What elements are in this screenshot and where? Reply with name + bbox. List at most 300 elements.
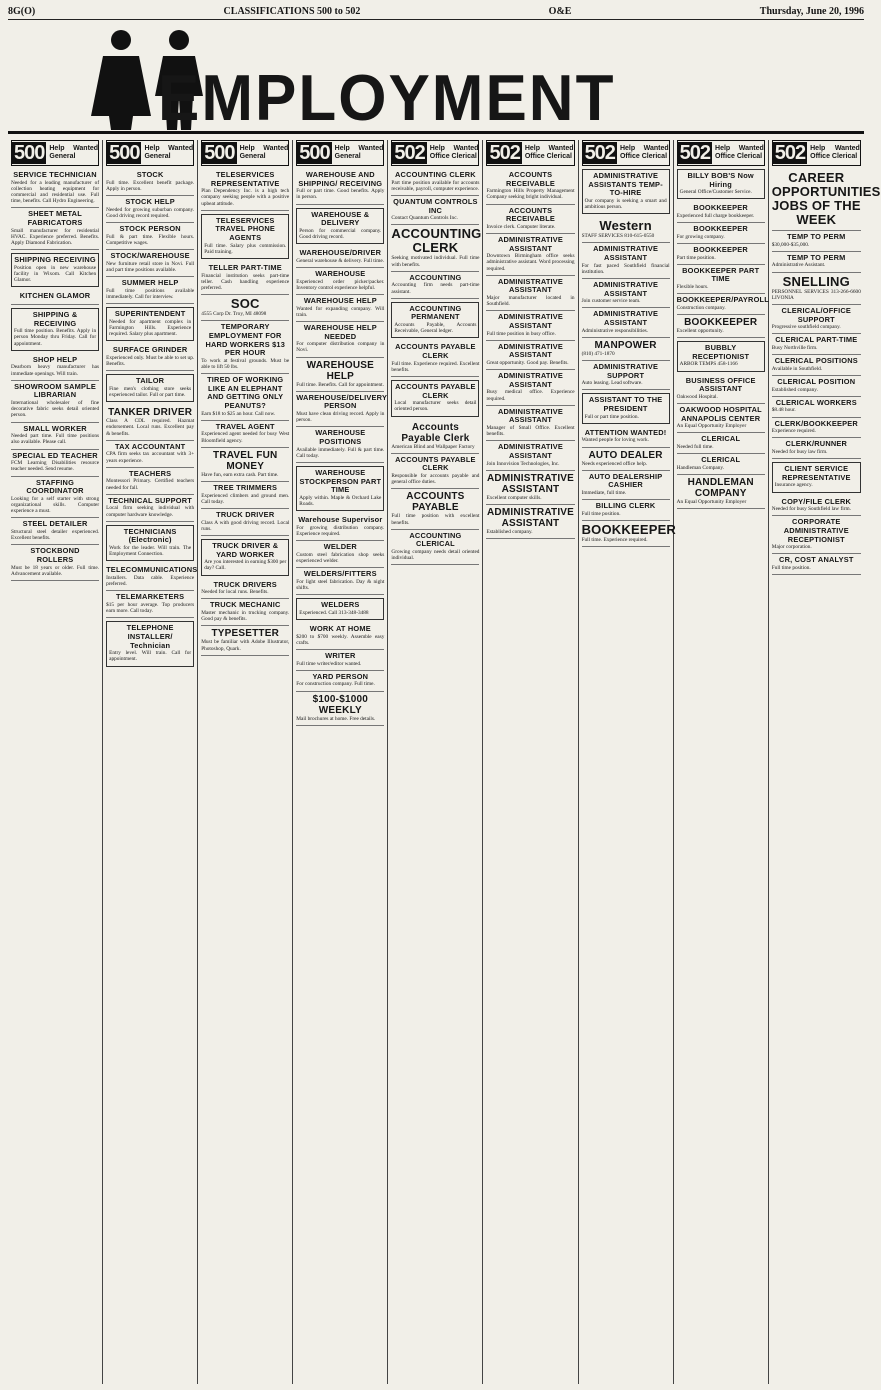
classified-column	[8, 140, 103, 1384]
ad-body: Experienced. Call 313-348-3488	[299, 609, 369, 616]
section-header	[201, 140, 289, 166]
ad-title: TAILOR	[136, 376, 165, 386]
ad-title: WAREHOUSE/DELIVERY PERSON	[296, 392, 388, 411]
ad-body: Person for commercial company. Good driving record.	[299, 227, 382, 240]
ad-body: For fast paced Southfield financial institution.	[581, 262, 670, 275]
ad-title: WELDERS/FITTERS	[303, 569, 377, 579]
ad-title: ADMINISTRATIVE ASSISTANT	[497, 406, 564, 425]
ad-body: For construction company. Full time.	[296, 681, 375, 688]
classified-ad	[582, 279, 670, 308]
classified-ad	[201, 321, 289, 374]
ad-title: CLERICAL/OFFICE SUPPORT	[781, 306, 852, 324]
classified-ad	[582, 393, 670, 423]
classified-ad	[11, 208, 99, 250]
classified-ad	[11, 354, 99, 381]
ad-title: TAX ACCOUNTANT	[114, 441, 186, 451]
classified-ad	[677, 223, 765, 244]
classified-ad	[296, 427, 384, 463]
ad-body: Busy Northville firm.	[771, 344, 818, 351]
classified-ad	[772, 516, 861, 554]
ad-title: YARD PERSON	[312, 671, 369, 681]
ad-body: Major corporation.	[771, 544, 812, 551]
ad-title: TELLER PART-TIME	[208, 262, 282, 272]
classified-ad	[296, 392, 388, 428]
ad-title: SHIPPING & RECEIVING	[32, 310, 78, 328]
ad-body: Excellent opportunity.	[676, 327, 724, 334]
ad-title: CLERICAL	[701, 434, 741, 444]
ad-body: Experienced climbers and ground men. Call today.	[201, 492, 290, 505]
section-header	[391, 140, 479, 166]
classified-ad	[676, 294, 769, 315]
classified-ad	[772, 305, 861, 334]
classified-column	[198, 140, 293, 1384]
section-label: Help Wanted General	[239, 145, 289, 160]
ad-title: TIRED OF WORKING LIKE AN ELEPHANT AND GETTING ONLY PEANUTS?	[207, 375, 284, 410]
classified-ad	[201, 509, 289, 536]
classified-ad	[677, 375, 765, 404]
ad-body: Apply within. Maple & Orchard Lake Roads.	[299, 494, 382, 507]
ad-title: SURFACE GRINDER	[112, 345, 188, 355]
ad-title: WAREHOUSE POSITIONS	[315, 428, 366, 446]
ad-title: ADMINISTRATIVE SUPPORT	[593, 361, 659, 380]
ad-body: Entry level. Will train. Call for appointment.	[109, 650, 192, 663]
ad-body: Join customer service team.	[581, 298, 641, 305]
classified-ad	[582, 448, 670, 471]
classified-ad	[486, 505, 574, 539]
ad-title: ADMINISTRATIVE ASSISTANT	[497, 276, 564, 295]
ad-title: TRUCK DRIVERS	[213, 579, 277, 589]
ad-title: ACCOUNTING CLERICAL	[409, 530, 462, 549]
classified-ad	[11, 169, 99, 208]
classified-ad	[296, 598, 384, 620]
paper-name: O&E	[548, 6, 572, 17]
ad-body: Class A with good driving record. Local runs.	[201, 519, 290, 532]
classified-ad	[106, 495, 194, 522]
classified-ad	[486, 370, 574, 406]
classified-ad	[772, 376, 861, 397]
ad-body: Part time position available for accounts receivable, payroll, computer experience.	[391, 179, 480, 192]
section-header	[106, 140, 194, 166]
ad-title: TEACHERS	[129, 468, 172, 478]
ad-title: SHOP HELP	[32, 354, 78, 364]
ad-title: TECHNICIANS (Electronic)	[123, 526, 177, 545]
section-number: 502	[679, 142, 711, 164]
ad-body: Seeking motivated individual. Full time with benefits.	[391, 255, 480, 268]
classified-column	[579, 140, 677, 1384]
ad-body: Must be familiar with Adobe Illustrator, Photoshop, Quark.	[201, 639, 290, 652]
ad-title: BOOKKEEPER	[693, 203, 748, 213]
ad-body: Full time. Salary plus commission. Paid training.	[204, 242, 287, 255]
ad-body: Needed part time. Full time positions also available. Please call.	[11, 433, 100, 446]
ad-body: Experienced order picker/packer. Inventory control experience helpful.	[296, 278, 385, 291]
banner-title: EMPLOYMENT	[158, 62, 616, 135]
classified-ad	[106, 169, 194, 196]
ad-body: Full or part time. Good benefits. Apply in person.	[296, 188, 385, 201]
classified-ad	[106, 307, 194, 341]
ad-body: Experience required.	[771, 428, 816, 435]
ad-title: SUMMER HELP	[121, 278, 179, 287]
ad-body: Accounts Payable, Accounts Receivable, General ledger.	[394, 321, 477, 335]
ad-body: Manager of Small Office. Excellent benefits.	[486, 424, 575, 438]
ad-body: Our company is seeking a smart and ambitious person.	[584, 197, 667, 210]
classified-ad	[11, 308, 99, 351]
ad-body: Needed for busy law firm.	[771, 448, 828, 455]
ad-title: STOCK/WAREHOUSE	[110, 251, 190, 260]
ad-title: SNELLING	[782, 273, 850, 289]
section-label: Help Wanted General	[144, 145, 194, 160]
ad-title: TELECOMMUNICATIONS	[106, 565, 198, 575]
ad-body: CPA firm seeks tax accountant with 3+ years experience.	[106, 451, 195, 464]
ad-title: CAREER OPPORTUNITIES JOBS OF THE WEEK	[771, 170, 881, 227]
ad-body: Insurance agency.	[774, 482, 813, 489]
ad-body: International wholesaler of fine decorative fabric seeks detail oriented person.	[11, 399, 100, 419]
ad-body: Excellent computer skills.	[486, 494, 542, 501]
ad-body: PERSONNEL SERVICES 313-266-6600 LIVONIA	[771, 288, 861, 301]
classified-ad	[677, 202, 765, 223]
classified-ad	[11, 518, 99, 545]
classified-ad	[201, 295, 289, 321]
ad-title: SPECIAL ED TEACHER	[12, 450, 98, 460]
ad-title: TRAVEL AGENT	[215, 421, 275, 431]
section-header	[296, 140, 384, 166]
ad-body: Needed for growing suburban company. Good driving record required.	[106, 206, 195, 219]
ad-title: CLERICAL POSITIONS	[774, 356, 858, 366]
ad-body: Responsible for accounts payable and general office duties.	[391, 472, 480, 486]
classified-ad	[772, 334, 861, 355]
classified-ad	[582, 338, 670, 361]
classified-ad	[582, 427, 670, 448]
classified-ad	[106, 591, 194, 618]
ad-body: Needed for busy Southfield law firm.	[771, 506, 851, 513]
ad-body: Growing company needs detail oriented individual.	[391, 548, 480, 562]
ad-title: ADMINISTRATIVE ASSISTANT	[486, 506, 575, 529]
section-header	[11, 140, 99, 166]
ad-body: Invoice clerk. Computer literate.	[486, 223, 556, 230]
ad-body: Small manufacturer for residential HVAC. Experience preferred. Benefits. Apply Diamond Fabrication.	[11, 227, 100, 246]
ad-body: General warehouse & delivery. Full time.	[296, 257, 385, 264]
ad-body: Experienced agent needed for busy West Bloomfield agency.	[201, 431, 290, 444]
ad-body: An Equal Opportunity Employer	[676, 423, 747, 430]
ad-body: Administrative responsibilities.	[581, 327, 649, 334]
classified-ad	[296, 671, 384, 692]
classified-ad	[106, 441, 194, 468]
ad-body: Needed for a leading manufacturer of collection heating equipment for commercial and residential use. Full time, benefits. Call Hydro Engineering.	[11, 179, 100, 205]
ad-body: Financial institution seeks part-time teller. Cash handling experience preferred.	[201, 272, 290, 291]
issue-date: Thursday, June 20, 1996	[759, 6, 864, 17]
ad-body: Downtown Birmingham office seeks administrative assistant. Word processing required.	[486, 253, 575, 272]
classified-ad	[391, 225, 482, 271]
section-number: 500	[204, 142, 235, 164]
ad-title: CLERICAL PART-TIME	[775, 335, 858, 345]
ad-body: STAFF SERVICES 810-615-0550	[581, 233, 655, 240]
ad-body: Full time. Experience required.	[581, 536, 648, 543]
ad-body: Construction company.	[676, 304, 726, 311]
ad-title: ADMINISTRATIVE ASSISTANT	[593, 279, 659, 298]
ad-body: Busy medical office. Experience required.	[486, 389, 575, 402]
ad-body: General Office/Customer Service.	[679, 189, 752, 196]
ad-title: BOOKKEEPER	[581, 521, 677, 537]
classified-ad	[106, 250, 194, 277]
ad-body: FCM Learning Disabilities resource teacher needed. Send resume.	[11, 460, 100, 473]
ad-title: CR, COST ANALYST	[779, 555, 854, 565]
classified-column	[483, 140, 578, 1384]
section-header	[582, 140, 670, 166]
ad-title: STOCK HELP	[125, 197, 175, 206]
classified-column	[674, 140, 769, 1384]
ad-title: TEMP TO PERM	[787, 252, 846, 262]
classified-ad	[106, 564, 198, 591]
ad-title: OAKWOOD HOSPITAL ANNAPOLIS CENTER	[679, 404, 762, 423]
classified-ad	[486, 441, 574, 470]
classified-ad	[106, 621, 194, 666]
classified-ad	[677, 244, 765, 265]
ad-title: QUANTUM CONTROLS INC	[393, 197, 478, 215]
ad-title: BOOKKEEPER	[693, 244, 748, 254]
classified-ad	[11, 450, 99, 477]
ad-body: For computer distribution company in Novi.	[296, 341, 385, 354]
ad-body: Established company.	[486, 528, 533, 535]
ad-body: American Blind and Wallpaper Factory	[391, 443, 475, 450]
ad-title: AUTO DEALERSHIP CASHIER	[588, 471, 663, 490]
ad-title: ACCOUNTS PAYABLE CLERK	[395, 342, 476, 360]
ad-title: ATTENTION WANTED!	[584, 427, 667, 437]
ad-body: Oakwood Hospital.	[676, 393, 718, 400]
ad-title: AUTO DEALER	[588, 449, 663, 461]
classified-ad	[677, 265, 765, 294]
ad-body: Full time position.	[581, 510, 621, 517]
ad-body: To work at festival grounds. Must be able to lift 50 lbs.	[201, 357, 290, 370]
ad-body: Full time writer/editor wanted.	[296, 660, 362, 667]
ad-body: For light steel fabrication. Day & night shifts.	[296, 578, 385, 591]
classified-ad	[11, 423, 99, 450]
ad-title: $100-$1000 WEEKLY	[312, 693, 369, 716]
ad-title: SOC	[230, 296, 260, 312]
classified-ad	[486, 406, 574, 442]
classified-ad	[296, 623, 384, 650]
classified-ad	[296, 568, 384, 595]
classified-columns	[8, 140, 881, 1384]
ad-title: ACCOUNTING CLERK	[391, 226, 482, 256]
classified-ad	[201, 421, 289, 448]
ad-title: BOOKKEEPER	[693, 224, 748, 234]
ad-body: Farmington Hills Property Management Company seeking bright individual.	[486, 188, 575, 201]
employment-banner	[8, 22, 864, 134]
classified-ad	[391, 196, 479, 225]
ad-body: Full time. Excellent benefit package. Apply in person.	[106, 179, 195, 192]
ad-title: Western	[599, 218, 652, 234]
classified-ad	[486, 471, 574, 505]
ad-body: Have fun, earn extra cash. Part time.	[201, 471, 279, 478]
ad-title: WRITER	[325, 650, 356, 660]
ad-title: ADMINISTRATIVE ASSISTANT	[486, 472, 575, 495]
classified-ad	[296, 650, 384, 671]
ad-title: BOOKKEEPER/PAYROLL	[676, 295, 769, 305]
classified-ad	[677, 404, 765, 433]
ad-title: BUSINESS OFFICE ASSISTANT	[685, 375, 756, 394]
classified-ad	[772, 397, 861, 418]
classified-ad	[106, 196, 194, 223]
classified-ad	[391, 341, 479, 377]
classified-ad	[201, 599, 289, 626]
ad-body: For growing distribution company. Experience required.	[296, 524, 385, 537]
classified-ad	[771, 169, 881, 231]
classified-ad	[11, 545, 99, 581]
ad-title: WAREHOUSE AND SHIPPING/ RECEIVING	[298, 170, 383, 188]
ad-body: For growing company.	[676, 233, 725, 240]
ad-body: Available in Southfield.	[771, 365, 823, 372]
classified-ad	[486, 234, 574, 276]
ad-body: Master mechanic in trucking company. Good pay & benefits.	[201, 609, 290, 623]
classified-column	[769, 140, 881, 1384]
section-label: Help Wanted Office Clerical	[619, 145, 669, 160]
ad-title: ADMINISTRATIVE ASSISTANT	[593, 244, 659, 262]
classified-ad	[677, 475, 765, 509]
ad-title: ACCOUNTS RECEIVABLE	[505, 170, 556, 188]
classified-ad	[772, 462, 861, 492]
ad-title: STOCKBOND ROLLERS	[30, 546, 80, 564]
classified-ad	[772, 355, 861, 376]
classified-ad	[677, 454, 765, 475]
ad-title: BILLY BOB'S Now Hiring	[687, 171, 754, 189]
classified-ad	[201, 262, 289, 295]
classified-ad	[296, 692, 384, 726]
ad-body: Progressive southfield company.	[771, 324, 841, 331]
classified-column	[103, 140, 198, 1384]
ad-body: Class A CDL required. Hazmat endorsement. Local runs. Excellent pay & benefits.	[106, 418, 195, 437]
classified-ad	[391, 454, 479, 490]
classified-ad	[11, 253, 99, 287]
ad-title: ACCOUNTING	[409, 272, 462, 282]
ad-title: HANDLEMAN COMPANY	[687, 476, 754, 499]
ad-title: WAREHOUSE STOCKPERSON PART TIME	[299, 467, 382, 495]
ad-body: Local firm seeking individual with computer hardware knowledge.	[106, 505, 195, 518]
ad-body: Must be 18 years or older. Full time. Advancement available.	[11, 564, 100, 577]
classified-ad	[296, 541, 384, 568]
classified-ad	[582, 243, 670, 279]
ad-title: ASSISTANT TO THE PRESIDENT	[588, 395, 663, 413]
section-header	[677, 140, 765, 166]
classified-ad	[391, 302, 479, 339]
ad-title: ADMINISTRATIVE ASSISTANT	[497, 234, 564, 253]
classified-ad	[391, 169, 479, 196]
classified-column	[388, 140, 483, 1384]
classified-ad	[296, 322, 384, 358]
section-header	[772, 140, 861, 166]
section-number: 502	[774, 142, 806, 164]
section-number: 502	[584, 142, 615, 164]
ad-body: Accounting firm needs part-time assistant.	[391, 282, 480, 295]
ad-title: WELDER	[323, 542, 357, 552]
ad-title: WORK AT HOME	[309, 623, 371, 633]
classified-ad	[296, 358, 384, 392]
ad-body: Administrative Assistant.	[771, 262, 826, 269]
ad-body: Major manufacturer located in Southfield.	[486, 294, 575, 308]
ad-body: $15 per hour average. Top producers earn more. Call today.	[106, 602, 195, 615]
classified-ad	[201, 374, 289, 421]
ad-body: Join Innovision Technologies, Inc.	[486, 460, 560, 467]
ad-title: COPY/FILE CLERK	[781, 496, 852, 506]
classified-ad	[677, 341, 765, 371]
ad-title: KITCHEN GLAMOR	[19, 291, 91, 301]
ad-title: WAREHOUSE	[315, 268, 366, 278]
ad-title: MANPOWER	[594, 339, 657, 351]
classified-ad	[11, 381, 99, 423]
ad-title: SUPERINTENDENT	[114, 309, 186, 318]
ad-body: Full time position.	[771, 564, 811, 571]
ad-title: STAFFING COORDINATOR	[26, 477, 84, 496]
classified-ad	[201, 214, 289, 259]
classified-ad	[296, 169, 384, 205]
ad-title: ADMINISTRATIVE ASSISTANT	[497, 312, 564, 330]
classified-ad	[677, 433, 765, 454]
classified-ad	[772, 231, 861, 252]
ad-body: Full time. Experience required. Excellent benefits.	[391, 360, 480, 373]
ad-body: Flexible hours.	[676, 283, 709, 290]
ad-body: Installers. Data cable. Experience preferred.	[106, 575, 195, 588]
ad-title: WAREHOUSE HELP	[303, 295, 377, 305]
ad-title: WAREHOUSE HELP NEEDED	[303, 322, 377, 341]
ad-body: Mail brochures at home. Free details.	[296, 715, 376, 722]
ad-title: ACCOUNTING CLERK	[395, 170, 476, 179]
classified-ad	[772, 273, 861, 305]
classified-ad	[677, 315, 765, 338]
section-range: CLASSIFICATIONS 500 to 502	[223, 6, 361, 17]
ad-title: TRAVEL FUN MONEY	[213, 449, 278, 472]
ad-body: Handleman Company.	[676, 464, 724, 471]
section-label: Help Wanted General	[334, 145, 384, 160]
ad-title: CLERK/BOOKKEEPER	[774, 418, 858, 428]
ad-body: Position open in new warehouse facility in Wixom. Call Kitchen Glamor.	[14, 264, 97, 284]
section-label: Help Wanted Office Clerical	[524, 145, 574, 160]
ad-body: Needed for apartment complex in Farmington Hills. Experience required. Salary plus apartment.	[109, 318, 192, 337]
ad-body: Needs experienced office help.	[581, 460, 648, 467]
classified-ad	[772, 252, 861, 273]
ad-title: TREE TRIMMERS	[213, 482, 278, 492]
ad-title: Accounts Payable Clerk	[401, 421, 470, 444]
classified-ad	[772, 438, 861, 459]
ad-body: $8.48 hour.	[771, 407, 796, 414]
ad-title: BUBBLY RECEPTIONIST	[692, 343, 750, 361]
ad-title: STOCK PERSON	[119, 224, 181, 233]
ad-body: Full time positions available immediately. Call for interview.	[106, 287, 195, 300]
classified-ad	[106, 468, 194, 495]
ad-title: TRUCK DRIVER	[216, 509, 275, 519]
ad-title: TELESERVICES REPRESENTATIVE	[210, 170, 280, 188]
classified-ad	[582, 217, 670, 243]
ad-body: Contact Quantum Controls Inc.	[391, 215, 458, 222]
section-label: Help Wanted Office Clerical	[715, 145, 764, 160]
ad-body: Full & part time. Flexible hours. Competitive wages.	[106, 233, 195, 246]
classified-ad	[772, 496, 861, 517]
classified-ad	[486, 169, 574, 205]
ad-title: BILLING CLERK	[595, 501, 656, 511]
ad-title: TYPESETTER	[211, 628, 280, 640]
ad-body: Immediate, full time.	[581, 489, 627, 496]
ad-body: Fine men's clothing store seeks experienced tailor. Full or part time.	[109, 385, 192, 398]
ad-body: New furniture retail store in Novi. Full and part time positions available.	[106, 260, 195, 273]
classified-ad	[201, 482, 289, 509]
ad-body: Custom steel fabrication shop seeks experienced welder.	[296, 551, 385, 564]
section-number: 500	[299, 142, 330, 164]
classified-ad	[582, 169, 670, 214]
section-label: Help Wanted Office Clerical	[810, 145, 860, 160]
classified-ad	[201, 448, 289, 482]
classified-ad	[201, 579, 289, 600]
ad-title: ACCOUNTS PAYABLE CLERK	[395, 454, 476, 473]
ad-body: Wanted people for loving work.	[581, 437, 649, 444]
classified-ad	[677, 169, 765, 199]
section-number: 502	[489, 142, 520, 164]
